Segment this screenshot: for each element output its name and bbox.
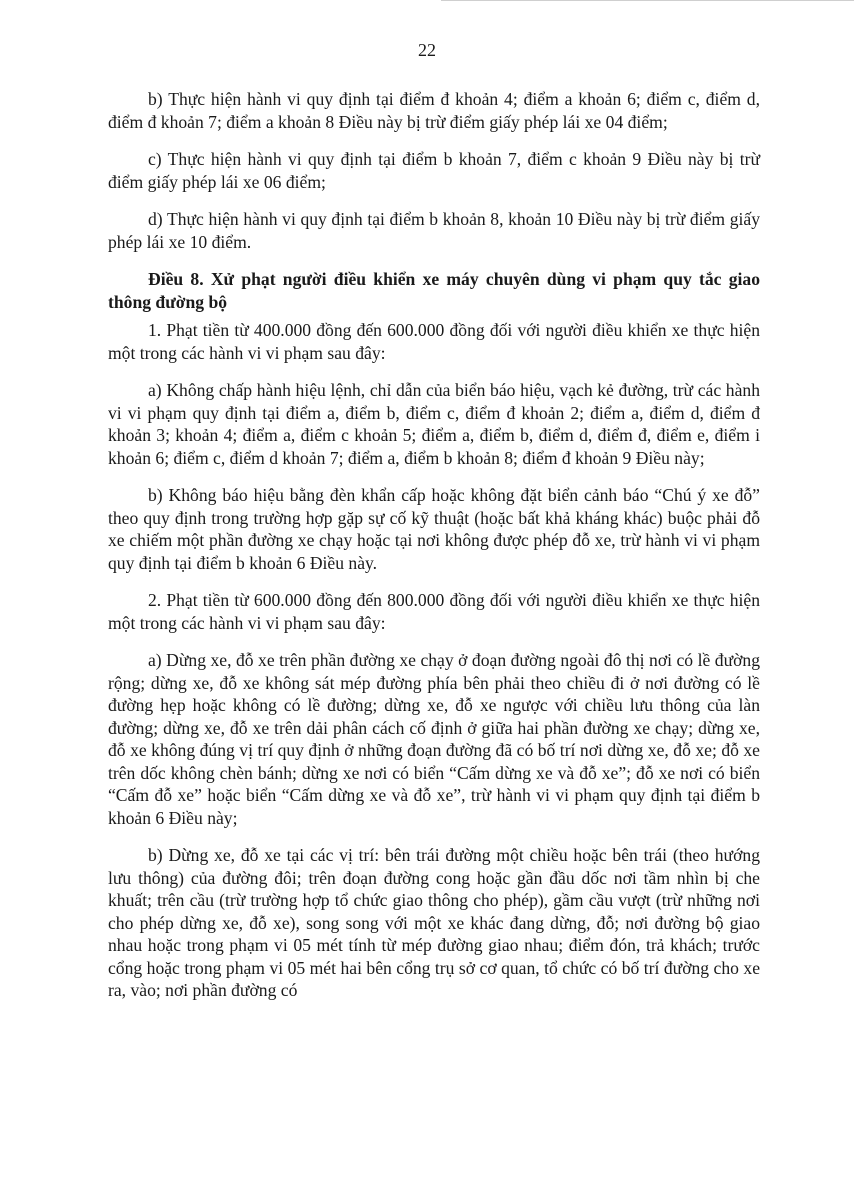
- document-body: [108, 88, 760, 1017]
- paragraph-clause-1-b: b) Không báo hiệu bằng đèn khẩn cấp hoặc không đặt biển cảnh báo “Chú ý xe đỗ” theo quy định trong trường hợp gặp sự cố kỹ thuật (hoặc bất khả kháng khác) buộc phải đỗ xe chiếm một phần đường xe chạy hoặc tại nơi không được phép đỗ xe, trừ hành vi vi phạm quy định tại điểm b khoản 6 Điều này.: [108, 485, 760, 573]
- paragraph-article7-d: d) Thực hiện hành vi quy định tại điểm b khoản 8, khoản 10 Điều này bị trừ điểm giấy phép lái xe 10 điểm.: [108, 209, 760, 252]
- paragraph-clause-1-a: a) Không chấp hành hiệu lệnh, chỉ dẫn của biển báo hiệu, vạch kẻ đường, trừ các hành vi vi phạm quy định tại điểm a, điểm b, điểm c, điểm đ khoản 2; điểm a, điểm d, điểm đ khoản 3; khoản 4; điểm a, điểm c khoản 5; điểm a, điểm b, điểm d, điểm đ, điểm e, điểm i khoản 6; điểm c, điểm d khoản 7; điểm a, điểm b khoản 8; điểm đ khoản 9 Điều này;: [108, 380, 760, 468]
- paragraph-clause-2: 2. Phạt tiền từ 600.000 đồng đến 800.000 đồng đối với người điều khiển xe thực hiện một trong các hành vi vi phạm sau đây:: [108, 590, 760, 633]
- paragraph-clause-2-b: b) Dừng xe, đỗ xe tại các vị trí: bên trái đường một chiều hoặc bên trái (theo hướng lưu thông) của đường đôi; trên đoạn đường cong hoặc gần đầu dốc nơi tầm nhìn bị che khuất; trên cầu (trừ trường hợp tổ chức giao thông cho phép), gầm cầu vượt (trừ những nơi cho phép dừng xe, đỗ xe), song song với một xe khác đang dừng, đỗ; nơi đường bộ giao nhau hoặc trong phạm vi 05 mét tính từ mép đường giao nhau; điểm đón, trả khách; trước cổng hoặc trong phạm vi 05 mét hai bên cổng trụ sở cơ quan, tổ chức có bố trí đường cho xe ra, vào; nơi phần đường có: [108, 845, 760, 1000]
- top-rule: [441, 0, 854, 1]
- paragraph-article7-c: c) Thực hiện hành vi quy định tại điểm b khoản 7, điểm c khoản 9 Điều này bị trừ điểm giấy phép lái xe 06 điểm;: [108, 149, 760, 192]
- paragraph-clause-1: 1. Phạt tiền từ 400.000 đồng đến 600.000 đồng đối với người điều khiển xe thực hiện một trong các hành vi vi phạm sau đây:: [108, 320, 760, 363]
- paragraph-article7-b: b) Thực hiện hành vi quy định tại điểm đ khoản 4; điểm a khoản 6; điểm c, điểm d, điểm đ khoản 7; điểm a khoản 8 Điều này bị trừ điểm giấy phép lái xe 04 điểm;: [108, 89, 760, 132]
- article-8-heading: Điều 8. Xử phạt người điều khiển xe máy chuyên dùng vi phạm quy tắc giao thông đường bộ: [108, 269, 760, 312]
- paragraph-clause-2-a: a) Dừng xe, đỗ xe trên phần đường xe chạy ở đoạn đường ngoài đô thị nơi có lề đường rộng; dừng xe, đỗ xe không sát mép đường phía bên phải theo chiều đi ở nơi đường có lề đường hẹp hoặc không có lề đường; dừng xe, đỗ xe ngược với chiều lưu thông của làn đường; dừng xe, đỗ xe trên dải phân cách cố định ở giữa hai phần đường xe chạy; dừng xe, đỗ xe không đúng vị trí quy định ở những đoạn đường đã có bố trí nơi dừng xe, đỗ xe; đỗ xe trên dốc không chèn bánh; dừng xe nơi có biển “Cấm dừng xe và đỗ xe”; đỗ xe nơi có biển “Cấm đỗ xe” hoặc biển “Cấm dừng xe và đỗ xe”, trừ hành vi vi phạm quy định tại điểm b khoản 6 Điều này;: [108, 650, 760, 828]
- page-number: 22: [418, 40, 436, 60]
